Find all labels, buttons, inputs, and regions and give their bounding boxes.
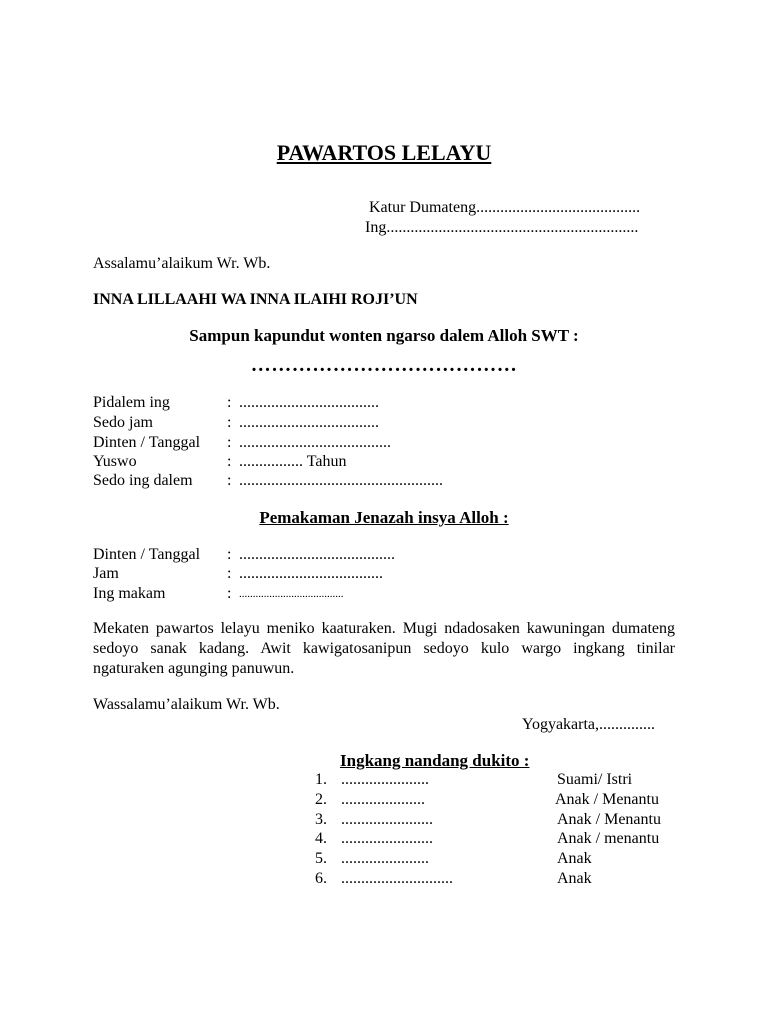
detail-value: ................................... <box>239 394 379 411</box>
detail-value: ................................... <box>239 414 379 431</box>
page-title: PAWARTOS LELAYU <box>276 140 492 165</box>
detail-value: ...................................... <box>239 434 391 451</box>
family-relation: Anak <box>557 870 592 887</box>
family-relation: Anak / Menantu <box>555 791 659 808</box>
detail-label: Dinten / Tanggal <box>93 434 201 451</box>
burial-value: .................................... <box>239 565 383 582</box>
recipient-ing: Ing............................................................... <box>365 219 639 236</box>
detail-value: ................ Tahun <box>239 453 347 470</box>
greeting: Assalamu’alaikum Wr. Wb. <box>93 255 271 272</box>
family-relation: Anak / Menantu <box>557 811 661 828</box>
detail-label: Sedo jam <box>93 414 153 431</box>
recipient-katur: Katur Dumateng......................................... <box>369 199 641 216</box>
family-relation: Anak / menantu <box>557 830 660 847</box>
detail-label: Yuswo <box>93 453 137 470</box>
detail-label: Sedo ing dalem <box>93 472 193 489</box>
closing: Wassalamu’alaikum Wr. Wb. <box>93 696 280 713</box>
burial-value: ....................................... <box>239 546 395 563</box>
family-heading: Ingkang nandang dukito : <box>340 751 530 770</box>
deceased-name-placeholder: ………………………………… <box>250 354 518 376</box>
sampun-heading: Sampun kapundut wonten ngarso dalem Alloh SWT : <box>189 326 579 345</box>
place-date: Yogyakarta,.............. <box>522 716 656 733</box>
detail-value: ................................................... <box>239 472 443 489</box>
family-relation: Suami/ Istri <box>557 771 633 788</box>
inna-lillaahi: INNA LILLAAHI WA INNA ILAIHI ROJI’UN <box>93 291 418 308</box>
burial-value: ...................................... <box>239 588 344 600</box>
burial-heading: Pemakaman Jenazah insya Alloh : <box>259 508 509 527</box>
detail-label: Pidalem ing <box>93 394 170 411</box>
burial-label: Dinten / Tanggal <box>93 546 201 563</box>
family-relation: Anak <box>557 850 592 867</box>
burial-label: Ing makam <box>93 585 166 602</box>
announcement-paragraph: Mekaten pawartos lelayu meniko kaaturaken. Mugi ndadosaken kawuningan dumateng sedoyo sanak kadang. Awit kawigatosanipun sedoyo kulo wargo ingkang tinilar ngaturaken agunging panuwun. <box>93 620 675 677</box>
burial-label: Jam <box>93 565 119 582</box>
